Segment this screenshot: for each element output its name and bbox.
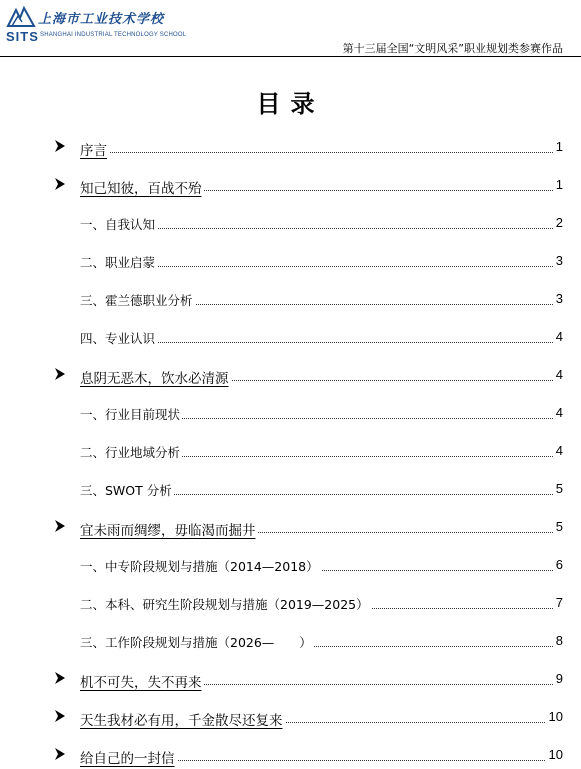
- toc-entry[interactable]: [0, 553, 581, 577]
- toc-entry-label[interactable]: 给自己的一封信: [80, 747, 177, 767]
- toc-page-number: 9: [553, 671, 563, 686]
- toc-entry-label[interactable]: 序言: [80, 139, 109, 159]
- arrow-bullet-icon: [54, 671, 66, 685]
- toc-page-number: 10: [546, 709, 563, 724]
- toc-page-number: 10: [546, 747, 563, 762]
- toc-entry[interactable]: [0, 363, 581, 387]
- toc-entry[interactable]: [0, 325, 581, 349]
- toc-entry[interactable]: [0, 211, 581, 235]
- toc-entry[interactable]: [0, 401, 581, 425]
- toc-entry[interactable]: [0, 629, 581, 653]
- toc-page-number: 4: [553, 329, 563, 344]
- toc-page-number: 2: [553, 215, 563, 230]
- toc-entry-label[interactable]: 三、SWOT 分析: [80, 483, 172, 498]
- toc-entry-label[interactable]: 知己知彼，百战不殆: [80, 177, 204, 197]
- toc-title: 目录: [256, 90, 325, 118]
- toc-page-number: 8: [553, 633, 563, 648]
- toc-entry[interactable]: [0, 705, 581, 729]
- toc-entry-label[interactable]: 一、行业目前现状: [80, 407, 181, 422]
- toc-entry-label[interactable]: 三、工作阶段规划与措施（2026— ）: [80, 635, 312, 650]
- logo-chinese-name: 上海市工业技术学校: [38, 12, 165, 27]
- toc-entry-label[interactable]: 三、霍兰德职业分析: [80, 293, 193, 308]
- toc-page-number: 3: [553, 253, 563, 268]
- toc-page-number: 7: [553, 595, 563, 610]
- toc-entry-label[interactable]: 四、专业认识: [80, 331, 156, 346]
- toc-entry[interactable]: [0, 287, 581, 311]
- toc-entry[interactable]: [0, 439, 581, 463]
- toc-page-number: 4: [553, 405, 563, 420]
- toc-entry-label[interactable]: 二、行业地域分析: [80, 445, 181, 460]
- school-logo: [4, 6, 187, 46]
- toc-page-number: 4: [553, 367, 563, 382]
- toc-entry[interactable]: [0, 173, 581, 197]
- toc-page-number: 5: [553, 481, 563, 496]
- toc-entry[interactable]: [0, 667, 581, 691]
- toc-entry-label[interactable]: 机不可失，失不再来: [80, 671, 204, 691]
- toc-entry[interactable]: [0, 591, 581, 615]
- logo-abbreviation: SITS: [6, 29, 39, 44]
- toc-entry-label[interactable]: 宜未雨而绸缪，毋临渴而掘井: [80, 519, 258, 539]
- school-emblem-icon: [6, 6, 36, 28]
- toc-entry[interactable]: [0, 477, 581, 501]
- toc-entry-label[interactable]: 息阴无恶木，饮水必清源: [80, 367, 231, 387]
- toc-entry-label[interactable]: 一、中专阶段规划与措施（2014—2018）: [80, 559, 319, 574]
- toc-entry-label[interactable]: 天生我材必有用，千金散尽还复来: [80, 709, 285, 729]
- logo-english-name: SHANGHAI INDUSTRIAL TECHNOLOGY SCHOOL: [40, 32, 187, 38]
- dot-leader: [80, 152, 555, 153]
- arrow-bullet-icon: [54, 367, 66, 381]
- arrow-bullet-icon: [54, 177, 66, 191]
- toc-entry[interactable]: [0, 135, 581, 159]
- arrow-bullet-icon: [54, 519, 66, 533]
- toc-entry-label[interactable]: 二、本科、研究生阶段规划与措施（2019—2025）: [80, 597, 369, 612]
- toc-page-number: 3: [553, 291, 563, 306]
- toc-entry[interactable]: [0, 743, 581, 767]
- arrow-bullet-icon: [54, 139, 66, 153]
- toc-page-number: 4: [553, 443, 563, 458]
- toc-page-number: 6: [553, 557, 563, 572]
- toc-page-number: 1: [553, 139, 563, 154]
- header-divider: [0, 56, 581, 57]
- toc-entry[interactable]: [0, 249, 581, 273]
- toc-entry[interactable]: [0, 515, 581, 539]
- toc-entry-label[interactable]: 二、职业启蒙: [80, 255, 156, 270]
- toc-page-number: 5: [553, 519, 563, 534]
- arrow-bullet-icon: [54, 709, 66, 723]
- page-header: [0, 0, 581, 58]
- toc-entry-label[interactable]: 一、自我认知: [80, 217, 156, 232]
- toc-page-number: 1: [553, 177, 563, 192]
- arrow-bullet-icon: [54, 747, 66, 761]
- header-title: 第十三届全国“文明风采”职业规划类参赛作品: [342, 42, 563, 55]
